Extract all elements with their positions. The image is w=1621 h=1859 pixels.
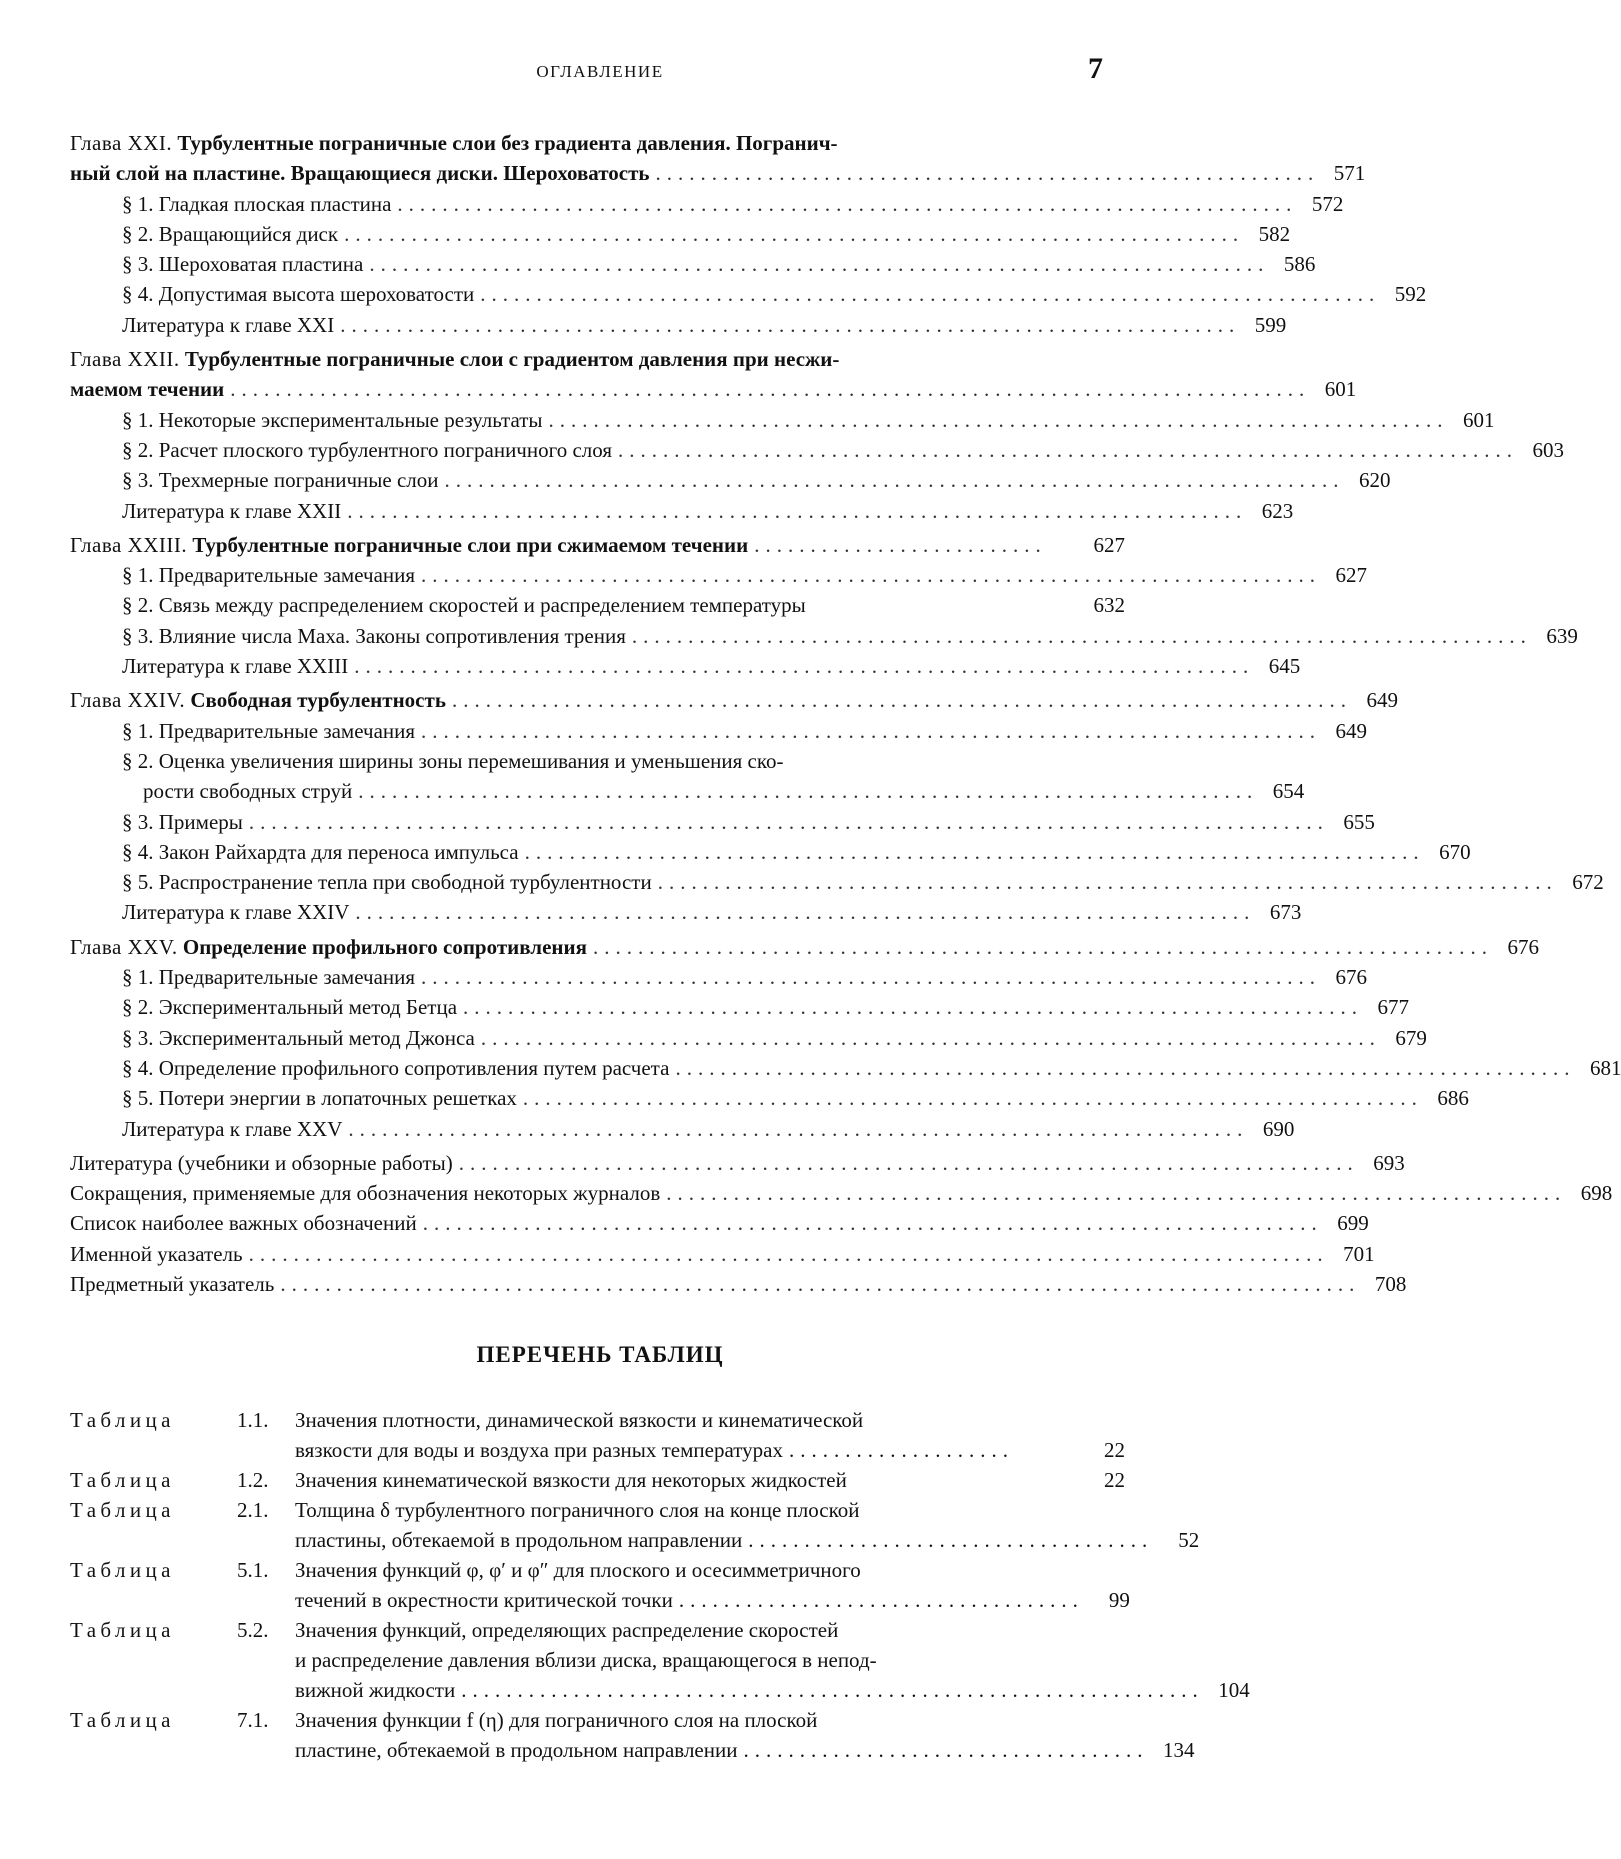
entry-text: § 4. Закон Райхардта для переноса импульса — [122, 839, 519, 864]
toc-entry-line1[interactable] — [70, 746, 1125, 776]
page-ref: 676 — [1507, 934, 1539, 959]
page-ref: 104 — [1218, 1678, 1250, 1702]
dot-leader: ................................................................................ — [592, 934, 1493, 959]
table-caption-continued: пластине, обтекаемой в продольном направлении — [295, 1738, 738, 1762]
chapter-23-heading[interactable] — [70, 530, 1125, 560]
table-label: Таблица — [70, 1708, 175, 1732]
toc-entry[interactable] — [70, 1114, 1295, 1144]
page-ref: 645 — [1268, 654, 1301, 679]
chapter-21-heading-line2[interactable] — [70, 158, 1366, 188]
toc-entry[interactable] — [70, 992, 1410, 1022]
page-ref: 571 — [1333, 161, 1366, 186]
dot-leader: ................................................................................................ — [248, 809, 1329, 834]
table-entry[interactable] — [70, 1615, 1250, 1705]
entry-text: § 5. Потери энергии в лопаточных решетках — [122, 1086, 517, 1111]
table-entry[interactable] — [70, 1495, 1200, 1555]
page-ref: 670 — [1439, 839, 1471, 864]
page-ref: 655 — [1343, 809, 1375, 834]
table-entry[interactable] — [70, 1705, 1195, 1765]
table-caption: Значения функций, определяющих распределение скоростей — [295, 1618, 839, 1642]
page-ref: 701 — [1343, 1241, 1375, 1266]
page-ref: 677 — [1377, 995, 1410, 1020]
table-caption: Значения плотности, динамической вязкости и кинематической — [295, 1408, 864, 1432]
toc-entry[interactable] — [70, 1053, 1621, 1083]
table-number: 1.2. — [237, 1468, 269, 1492]
toc-entry[interactable] — [70, 189, 1344, 219]
table-caption-continued: пластины, обтекаемой в продольном направлении — [295, 1528, 743, 1552]
dot-leader: ................................................................................ — [524, 839, 1425, 864]
page-ref: 654 — [1272, 779, 1305, 804]
entry-text: § 2. Экспериментальный метод Бетца — [122, 995, 458, 1020]
toc-entry[interactable] — [70, 897, 1302, 927]
table-entry[interactable] — [70, 1465, 1125, 1495]
dot-leader: ................................................................................ — [675, 1055, 1576, 1080]
chapter-title: Турбулентные пограничные слои при сжимаемом течении — [192, 532, 749, 557]
page-ref: 679 — [1395, 1025, 1427, 1050]
toc-entry[interactable] — [70, 962, 1368, 992]
dot-leader: .................................... — [748, 1528, 1154, 1552]
page-ref: 708 — [1374, 1271, 1407, 1296]
dot-leader: ................................................................................ — [397, 191, 1298, 216]
toc-entry[interactable] — [70, 1083, 1469, 1113]
dot-leader: ................................................................................ — [422, 1211, 1323, 1236]
toc-entry[interactable] — [70, 219, 1291, 249]
page-ref: 699 — [1337, 1211, 1369, 1236]
chapter-label: Глава XXIV. — [70, 688, 186, 713]
dot-leader: ................................................................................ — [458, 1150, 1359, 1175]
toc-entry-line2[interactable] — [70, 776, 1305, 806]
table-label: Таблица — [70, 1468, 175, 1492]
page-ref: 672 — [1572, 870, 1604, 895]
entry-text: Литература (учебники и обзорные работы) — [70, 1150, 453, 1175]
dot-leader: ................................................................................ — [657, 870, 1558, 895]
page-ref: 586 — [1283, 252, 1316, 277]
chapter-title: Определение профильного сопротивления — [182, 934, 587, 959]
toc-entry[interactable] — [70, 465, 1391, 495]
dot-leader: ................................................................................ — [348, 1116, 1249, 1141]
dot-leader: ................................................................................ — [340, 312, 1241, 337]
table-label: Таблица — [70, 1618, 175, 1642]
table-caption-continued: вязкости для воды и воздуха при разных температурах — [295, 1438, 783, 1462]
dot-leader: ................................................................................ — [358, 779, 1259, 804]
toc-entry[interactable] — [70, 837, 1471, 867]
dot-leader: .................................................................. — [461, 1678, 1204, 1702]
toc-entry[interactable] — [70, 279, 1427, 309]
dot-leader: ................................................................................ — [344, 221, 1245, 246]
chapter-label: Глава XXV. — [70, 934, 178, 959]
dot-leader: ................................................................................ — [480, 282, 1381, 307]
toc-back-entry[interactable] — [70, 1178, 1613, 1208]
dot-leader: .................................... — [743, 1738, 1149, 1762]
dot-leader: .......................... — [754, 532, 1047, 557]
table-caption: Толщина δ турбулентного пограничного слоя на конце плоской — [295, 1498, 860, 1522]
toc-entry[interactable] — [70, 249, 1316, 279]
page-ref: 99 — [1108, 1588, 1130, 1612]
entry-text: Сокращения, применяемые для обозначения некоторых журналов — [70, 1181, 661, 1206]
chapter-title: Свободная турбулентность — [190, 688, 446, 713]
dot-leader: ................................................................................................ — [280, 1271, 1361, 1296]
dot-leader: ................................................................................ — [354, 654, 1255, 679]
page-ref: 627 — [1093, 532, 1125, 557]
entry-text: § 2. Связь между распределением скоростей и распределением температуры — [122, 593, 806, 618]
entry-text: § 2. Вращающийся диск — [122, 221, 339, 246]
entry-text: § 3. Примеры — [122, 809, 243, 834]
running-title: ОГЛАВЛЕНИЕ — [536, 62, 664, 81]
dot-leader: ........................................................... — [655, 161, 1320, 186]
entry-text: Предметный указатель — [70, 1271, 275, 1296]
entry-text: § 3. Трехмерные пограничные слои — [122, 468, 439, 493]
dot-leader: ................................................................................ — [631, 623, 1532, 648]
page-ref: 686 — [1437, 1086, 1469, 1111]
entry-text: § 1. Предварительные замечания — [122, 965, 416, 990]
page-ref: 572 — [1311, 191, 1344, 216]
table-label: Таблица — [70, 1498, 175, 1522]
page-ref: 627 — [1335, 563, 1368, 588]
table-number: 2.1. — [237, 1498, 269, 1522]
page-ref: 582 — [1258, 221, 1291, 246]
entry-text: § 1. Гладкая плоская пластина — [122, 191, 392, 216]
entry-text: § 3. Экспериментальный метод Джонса — [122, 1025, 475, 1050]
page-header — [0, 52, 1200, 88]
dot-leader: .................... — [788, 1438, 1014, 1462]
table-caption: Значения функции f (η) для пограничного слоя на плоской — [295, 1708, 818, 1732]
dot-leader: ................................................................................ — [522, 1086, 1423, 1111]
page-ref: 134 — [1162, 1738, 1195, 1762]
table-caption-continued: вижной жидкости — [295, 1678, 456, 1702]
entry-text: § 4. Допустимая высота шероховатости — [122, 282, 475, 307]
toc-entry[interactable] — [70, 807, 1375, 837]
table-entry[interactable] — [70, 1555, 1130, 1615]
table-caption-continued: течений в окрестности критической точки — [295, 1588, 673, 1612]
dot-leader: ................................................................................ — [421, 718, 1322, 743]
entry-text: § 2. Расчет плоского турбулентного пограничного слоя — [122, 437, 613, 462]
toc-back-entry[interactable] — [70, 1239, 1375, 1269]
entry-text: Литература к главе XXII — [122, 498, 342, 523]
dot-leader: ................................................................................ — [463, 995, 1364, 1020]
dot-leader: ................................................................................................ — [230, 377, 1311, 402]
toc-entry[interactable] — [70, 1023, 1427, 1053]
entry-text: Литература к главе XXIII — [122, 654, 349, 679]
page-ref: 693 — [1373, 1150, 1405, 1175]
entry-text: § 1. Предварительные замечания — [122, 718, 416, 743]
table-caption: Значения кинематической вязкости для некоторых жидкостей — [295, 1468, 847, 1492]
page-ref: 698 — [1580, 1181, 1613, 1206]
entry-text: § 3. Влияние числа Маха. Законы сопротивления трения — [122, 623, 626, 648]
toc-entry[interactable] — [70, 621, 1578, 651]
toc-entry[interactable] — [70, 560, 1368, 590]
entry-text: § 5. Распространение тепла при свободной турбулентности — [122, 870, 652, 895]
toc-entry[interactable] — [70, 716, 1368, 746]
toc-back-entry[interactable] — [70, 1269, 1407, 1299]
toc-entry[interactable] — [70, 496, 1294, 526]
chapter-22-heading-line2[interactable] — [70, 374, 1357, 404]
entry-text: § 2. Оценка увеличения ширины зоны перемешивания и уменьшения ско- — [122, 748, 784, 773]
page-ref: 601 — [1463, 407, 1495, 432]
table-caption: Значения функций φ, φ′ и φ″ для плоского и осесимметричного — [295, 1558, 861, 1582]
entry-text-continued: рости свободных струй — [143, 779, 353, 804]
dot-leader: ................................................................................ — [451, 688, 1352, 713]
table-number: 1.1. — [237, 1408, 269, 1432]
toc-back-entry[interactable] — [70, 1148, 1405, 1178]
table-entry[interactable] — [70, 1405, 1125, 1465]
dot-leader: .................................... — [678, 1588, 1084, 1612]
chapter-label: Глава XXIII. — [70, 532, 188, 557]
chapter-22-heading-line1 — [70, 344, 1125, 374]
page-ref: 620 — [1359, 468, 1391, 493]
chapter-title: Турбулентные пограничные слои без градиента давления. Погранич- — [177, 131, 838, 155]
entry-text: Литература к главе XXV — [122, 1116, 343, 1141]
dot-leader: ................................................................................ — [480, 1025, 1381, 1050]
table-number: 5.1. — [237, 1558, 269, 1582]
page-ref: 649 — [1366, 688, 1398, 713]
dot-leader: ................................................................................................ — [248, 1241, 1329, 1266]
page-ref: 592 — [1394, 282, 1427, 307]
page-ref: 649 — [1335, 718, 1368, 743]
entry-text: Именной указатель — [70, 1241, 243, 1266]
toc-entry[interactable] — [70, 405, 1495, 435]
toc-entry[interactable] — [70, 590, 1125, 620]
table-label: Таблица — [70, 1558, 175, 1582]
dot-leader: ................................................................................ — [347, 498, 1248, 523]
table-label: Таблица — [70, 1408, 175, 1432]
tables-list — [70, 1405, 1250, 1765]
page-ref: 52 — [1178, 1528, 1200, 1552]
dot-leader: ................................................................................ — [369, 252, 1270, 277]
page-ref: 599 — [1254, 312, 1287, 337]
toc-entry[interactable] — [70, 867, 1604, 897]
page-ref: 22 — [1104, 1468, 1125, 1492]
toc-back-entry[interactable] — [70, 1208, 1369, 1238]
chapter-title-continued: ный слой на пластине. Вращающиеся диски. Шероховатость — [70, 161, 650, 186]
page-ref: 676 — [1335, 965, 1368, 990]
table-number: 5.2. — [237, 1618, 269, 1642]
toc-entry[interactable] — [70, 310, 1287, 340]
entry-text: § 1. Некоторые экспериментальные результаты — [122, 407, 543, 432]
dot-leader: ................................................................................ — [355, 900, 1256, 925]
dot-leader: ................................................................................ — [421, 563, 1322, 588]
tables-list-heading: ПЕРЕЧЕНЬ ТАБЛИЦ — [476, 1342, 724, 1367]
page-ref: 681 — [1589, 1055, 1621, 1080]
dot-leader: ................................................................................ — [421, 965, 1322, 990]
chapter-label: Глава XXII. — [70, 347, 180, 372]
table-of-contents — [70, 128, 1621, 1299]
page-number: 7 — [1088, 52, 1103, 85]
chapter-24-heading[interactable] — [70, 685, 1398, 715]
table-number: 7.1. — [237, 1708, 269, 1732]
entry-text: § 4. Определение профильного сопротивления путем расчета — [122, 1055, 670, 1080]
dot-leader: ................................................................................ — [548, 407, 1449, 432]
entry-text: Литература к главе XXI — [122, 312, 335, 337]
entry-text: § 1. Предварительные замечания — [122, 563, 416, 588]
page-ref: 673 — [1269, 900, 1302, 925]
entry-text: § 3. Шероховатая пластина — [122, 252, 364, 277]
page-ref: 623 — [1261, 498, 1294, 523]
dot-leader: ................................................................................ — [444, 468, 1345, 493]
chapter-label: Глава XXI. — [70, 131, 173, 155]
chapter-25-heading[interactable] — [70, 932, 1539, 962]
dot-leader: ................................................................................ — [618, 437, 1519, 462]
toc-entry[interactable] — [70, 651, 1301, 681]
entry-text: Литература к главе XXIV — [122, 900, 350, 925]
page-ref: 601 — [1324, 377, 1357, 402]
page-ref: 632 — [1093, 593, 1125, 618]
entry-text: Список наиболее важных обозначений — [70, 1211, 417, 1236]
page-ref: 22 — [1104, 1438, 1125, 1462]
page-ref: 603 — [1532, 437, 1565, 462]
table-caption-continued: и распределение давления вблизи диска, вращающегося в непод- — [295, 1648, 877, 1672]
chapter-title: Турбулентные пограничные слои с градиентом давления при несжи- — [184, 347, 840, 372]
page-ref: 639 — [1546, 623, 1578, 648]
toc-entry[interactable] — [70, 435, 1565, 465]
chapter-title-continued: маемом течении — [70, 377, 225, 402]
dot-leader: ................................................................................ — [666, 1181, 1567, 1206]
page-ref: 690 — [1262, 1116, 1295, 1141]
chapter-21-heading-line1 — [70, 128, 1125, 158]
